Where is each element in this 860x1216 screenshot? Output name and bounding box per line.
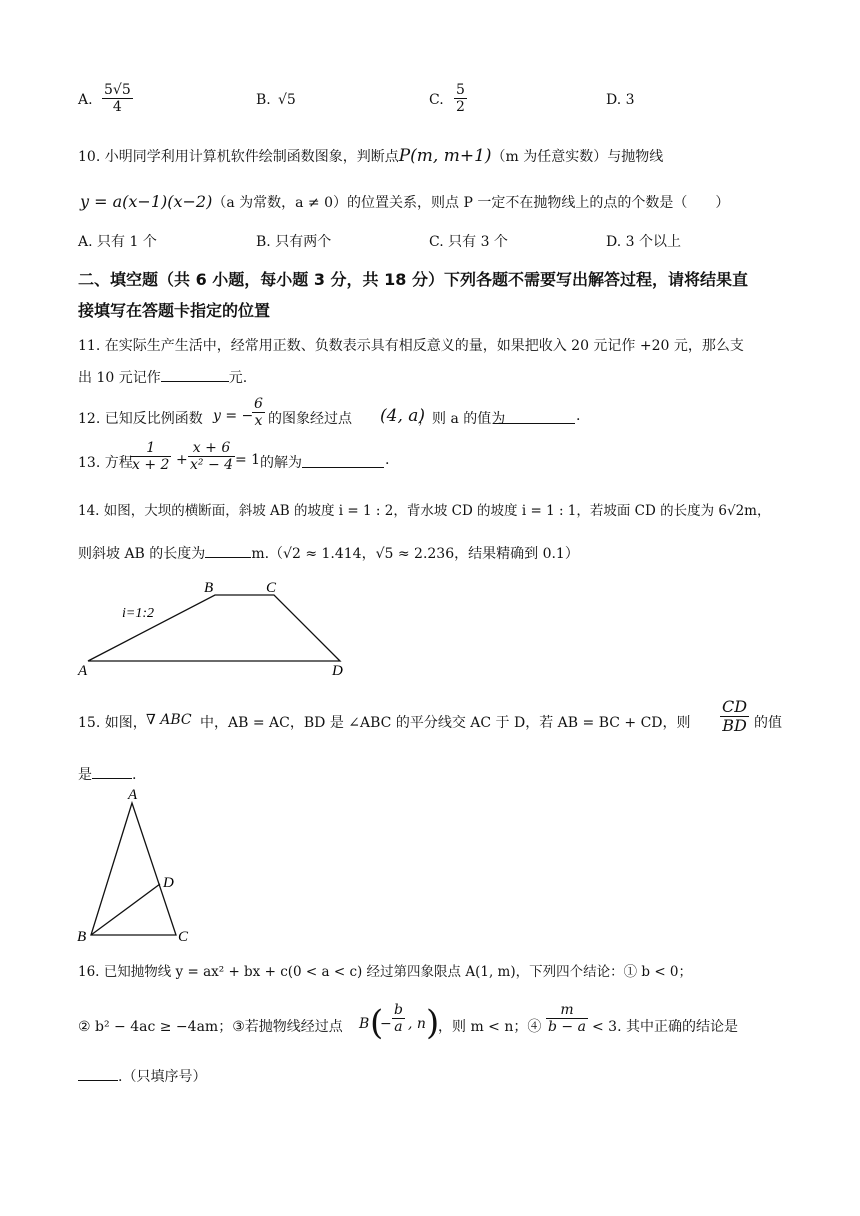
q9-option-c-fraction bbox=[454, 82, 467, 115]
q16-pt-denominator: a bbox=[394, 1019, 403, 1036]
q11-line2-post: 元. bbox=[228, 370, 248, 386]
q11-line2 bbox=[78, 367, 247, 387]
q10-option-a: A. 只有 1 个 bbox=[78, 234, 157, 250]
dam-label-d: D bbox=[332, 663, 343, 679]
q15-numerator: CD bbox=[722, 697, 748, 716]
q16-ratio-fraction bbox=[546, 1002, 588, 1035]
q15-line1 bbox=[78, 698, 798, 746]
q15-pre: 15. 如图， bbox=[78, 715, 147, 731]
q11-line2-pre: 出 10 元记作 bbox=[78, 370, 161, 386]
q16-ratio-denominator: b − a bbox=[548, 1019, 586, 1036]
q9-option-c-label: C. bbox=[429, 92, 444, 108]
q16-line3-post: .（只填序号） bbox=[118, 1069, 207, 1085]
q12-end: . bbox=[576, 408, 581, 424]
q13-answer-blank[interactable] bbox=[302, 453, 384, 468]
q9-c-numerator: 5 bbox=[456, 82, 465, 98]
q10-text-post: （m 为任意实数）与抛物线 bbox=[491, 149, 664, 165]
q9-c-denominator: 2 bbox=[456, 99, 465, 116]
q13-pre: 13. 方程 bbox=[78, 455, 133, 471]
q15-mid: 中，AB = AC，BD 是 ∠ABC 的平分线交 AC 于 D，若 AB = BC + CD，则 bbox=[200, 715, 691, 731]
q12-fraction bbox=[252, 396, 265, 429]
q12-line bbox=[78, 396, 778, 440]
q12-denominator: x bbox=[254, 413, 263, 430]
q11-answer-blank[interactable] bbox=[161, 367, 229, 382]
q13-fraction-2 bbox=[188, 440, 235, 473]
q12-point: (4, a) bbox=[380, 406, 426, 426]
q9-option-b-label: B. bbox=[256, 92, 271, 108]
q10-line2 bbox=[80, 192, 729, 212]
triangle-label-b: B bbox=[77, 929, 87, 945]
q10-line2-post: （a 为常数，a ≠ 0）的位置关系，则点 P 一定不在抛物线上的点的个数是（ ） bbox=[212, 195, 730, 211]
q10-option-b: B. 只有两个 bbox=[256, 234, 332, 250]
q12-answer-blank[interactable] bbox=[493, 409, 575, 424]
q10-point: P(m, m+1) bbox=[398, 146, 492, 166]
q10-line1 bbox=[78, 146, 663, 166]
q13-f2-numerator: x + 6 bbox=[188, 440, 235, 457]
q9-options bbox=[78, 82, 778, 122]
q13-f1-denominator: x + 2 bbox=[132, 457, 170, 474]
q15-denominator: BD bbox=[722, 716, 747, 736]
q15-line2-pre: 是 bbox=[78, 767, 92, 783]
q15-triangle: ∇ ABC bbox=[146, 712, 192, 728]
q13-fraction-1 bbox=[130, 440, 171, 473]
q16-answer-blank[interactable] bbox=[78, 1066, 118, 1081]
triangle-label-d: D bbox=[163, 875, 174, 891]
q15-answer-blank[interactable] bbox=[92, 764, 132, 779]
q14-answer-blank[interactable] bbox=[205, 543, 251, 558]
triangle-label-a: A bbox=[128, 787, 138, 803]
q10-option-d: D. 3 个以上 bbox=[606, 234, 681, 250]
q16-point-b: B bbox=[359, 1016, 370, 1032]
q10-option-c: C. 只有 3 个 bbox=[429, 234, 508, 250]
q16-line3 bbox=[78, 1066, 206, 1086]
triangle-label-c: C bbox=[178, 929, 189, 945]
section2-heading-line2: 接填写在答题卡指定的位置 bbox=[78, 301, 271, 320]
q12-numerator: 6 bbox=[254, 396, 263, 412]
q14-dam-figure bbox=[70, 575, 360, 685]
dam-trapezoid bbox=[88, 595, 340, 661]
q14-line2 bbox=[78, 543, 579, 563]
q16-line1: 16. 已知抛物线 y = ax² + bx + c(0 < a < c) 经过第四象限点 A(1, m)，下列四个结论：① b < 0； bbox=[78, 964, 693, 980]
q13-end: . bbox=[385, 452, 390, 468]
q16-line2-c: < 3. 其中正确的结论是 bbox=[592, 1019, 738, 1035]
q12-pre: 12. 已知反比例函数 bbox=[78, 411, 203, 427]
q16-point-n: , n bbox=[408, 1016, 426, 1032]
q12-post: ，则 a 的值为 bbox=[418, 411, 506, 427]
q9-a-numerator: 5√5 bbox=[104, 82, 131, 98]
q13-equals: = 1 bbox=[235, 452, 261, 468]
q12-mid: 的图象经过点 bbox=[268, 411, 352, 427]
q13-plus: + bbox=[176, 452, 188, 468]
q13-f2-denominator: x² − 4 bbox=[190, 457, 234, 474]
q15-post: 的值 bbox=[754, 715, 782, 731]
q16-minus: − bbox=[380, 1016, 392, 1032]
q16-ratio-numerator: m bbox=[546, 1002, 588, 1019]
q13-f1-numerator: 1 bbox=[130, 440, 171, 457]
q16-line2-a: ② b² − 4ac ≥ −4am；③若抛物线经过点 bbox=[78, 1019, 343, 1035]
q10-text-pre: 10. 小明同学利用计算机软件绘制函数图象，判断点 bbox=[78, 149, 399, 165]
dam-label-a: A bbox=[78, 663, 88, 679]
q14-line2-post: m.（√2 ≈ 1.414，√5 ≈ 2.236，结果精确到 0.1） bbox=[251, 546, 579, 562]
q16-pt-numerator: b bbox=[394, 1002, 403, 1018]
q16-paren-right: ) bbox=[426, 1003, 440, 1043]
q15-triangle-figure bbox=[72, 784, 202, 946]
q13-line bbox=[78, 440, 778, 484]
q16-point-fraction bbox=[392, 1002, 405, 1035]
q16-line2 bbox=[78, 1000, 798, 1050]
q13-post: 的解为 bbox=[260, 455, 302, 471]
q11-line1: 11. 在实际生产生活中，经常用正数、负数表示具有相反意义的量，如果把收入 20 元记作 +20 元，那么支 bbox=[78, 338, 744, 354]
q16-line2-b: ，则 m < n；④ bbox=[438, 1019, 542, 1035]
q15-fraction bbox=[720, 698, 749, 736]
q9-option-d: D. 3 bbox=[606, 92, 635, 108]
q12-y-eq: y = − bbox=[213, 408, 254, 424]
q9-option-b-value: √5 bbox=[278, 92, 296, 108]
dam-slope-label: i=1:2 bbox=[122, 606, 154, 621]
dam-label-b: B bbox=[204, 580, 214, 596]
dam-label-c: C bbox=[266, 580, 277, 596]
q9-a-denominator: 4 bbox=[112, 99, 122, 116]
q15-line2-post: . bbox=[132, 767, 137, 783]
q14-line2-pre: 则斜坡 AB 的长度为 bbox=[78, 546, 206, 562]
q9-option-a-fraction bbox=[102, 82, 133, 115]
section2-heading-line1: 二、填空题（共 6 小题，每小题 3 分，共 18 分）下列各题不需要写出解答过程，请将结果直 bbox=[78, 270, 748, 289]
bisector-bd bbox=[91, 884, 160, 935]
q16-paren-left: ( bbox=[370, 1003, 384, 1043]
q15-line2 bbox=[78, 764, 136, 784]
q10-expression: y = a(x−1)(x−2) bbox=[80, 192, 213, 211]
triangle-abc bbox=[91, 803, 176, 935]
q14-line1: 14. 如图，大坝的横断面，斜坡 AB 的坡度 i = 1 : 2，背水坡 CD 的坡度 i = 1 : 1，若坡面 CD 的长度为 6√2m， bbox=[78, 503, 771, 519]
q9-option-a-label: A. bbox=[78, 92, 93, 108]
